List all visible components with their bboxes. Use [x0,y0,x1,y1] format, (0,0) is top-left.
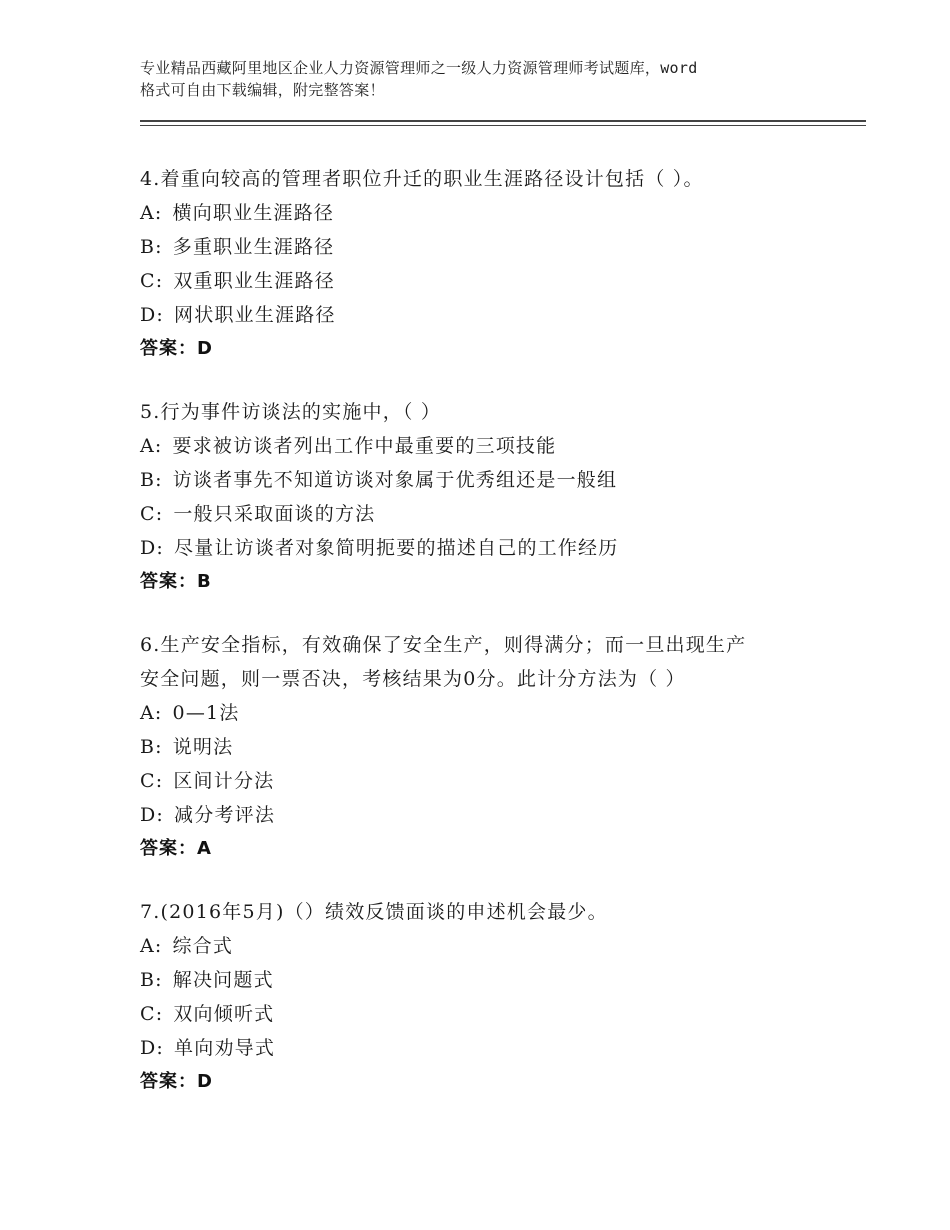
header-line-1: 专业精品西藏阿里地区企业人力资源管理师之一级人力资源管理师考试题库，word [140,59,698,77]
question-list [140,162,840,1128]
option-key: D: [140,537,165,559]
option-text: 双重职业生涯路径 [173,270,335,292]
option-key: C: [140,503,164,525]
option-key: B: [140,736,163,758]
option-a [140,196,840,230]
option-text: 说明法 [172,736,234,758]
document-header [140,57,830,101]
option-b [140,230,840,264]
option-text: 双向倾听式 [173,1003,275,1025]
option-c [140,997,840,1031]
option-a [140,696,840,730]
header-divider [140,120,866,126]
question-stem: 5.行为事件访谈法的实施中，（ ） [140,401,442,423]
answer-label: 答案：D [140,338,213,359]
option-key: C: [140,770,164,792]
option-key: C: [140,1003,164,1025]
option-text: 网状职业生涯路径 [174,304,336,326]
option-key: D: [140,1037,165,1059]
option-key: A: [140,702,163,724]
option-key: B: [140,236,163,258]
question-6 [140,628,840,866]
answer-label: 答案：D [140,1071,213,1092]
option-text: 减分考评法 [174,804,276,826]
question-stem-continued: 安全问题，则一票否决，考核结果为0分。此计分方法为（ ） [140,668,686,690]
answer-label: 答案：B [140,571,212,592]
option-text: 解决问题式 [172,969,274,991]
option-d [140,1031,840,1065]
option-text: 多重职业生涯路径 [172,236,335,258]
option-key: D: [140,304,165,326]
option-a [140,429,840,463]
question-7 [140,895,840,1099]
option-text: 区间计分法 [173,770,275,792]
option-text: 0—1法 [172,702,240,724]
option-key: B: [140,469,163,491]
option-text: 单向劝导式 [174,1037,276,1059]
question-stem: 6.生产安全指标，有效确保了安全生产，则得满分；而一旦出现生产 [140,634,747,656]
option-text: 要求被访谈者列出工作中最重要的三项技能 [172,435,557,457]
question-4 [140,162,840,366]
question-stem: 4.着重向较高的管理者职位升迁的职业生涯路径设计包括（ ）。 [140,168,704,190]
answer-label: 答案：A [140,838,212,859]
option-b [140,463,840,497]
option-text: 综合式 [172,935,234,957]
option-text: 访谈者事先不知道访谈对象属于优秀组还是一般组 [172,469,618,491]
option-b [140,963,840,997]
option-b [140,730,840,764]
option-d [140,798,840,832]
option-key: D: [140,804,165,826]
option-key: C: [140,270,164,292]
header-line-2: 格式可自由下载编辑，附完整答案！ [140,81,385,99]
option-key: A: [140,935,163,957]
option-c [140,497,840,531]
option-c [140,764,840,798]
option-text: 横向职业生涯路径 [172,202,335,224]
option-d [140,531,840,565]
option-d [140,298,840,332]
option-key: A: [140,202,163,224]
option-key: A: [140,435,163,457]
question-stem: 7.(2016年5月)（）绩效反馈面谈的申述机会最少。 [140,901,608,923]
option-a [140,929,840,963]
option-key: B: [140,969,163,991]
option-text: 一般只采取面谈的方法 [173,503,376,525]
option-c [140,264,840,298]
question-5 [140,395,840,599]
option-text: 尽量让访谈者对象简明扼要的描述自己的工作经历 [174,537,619,559]
